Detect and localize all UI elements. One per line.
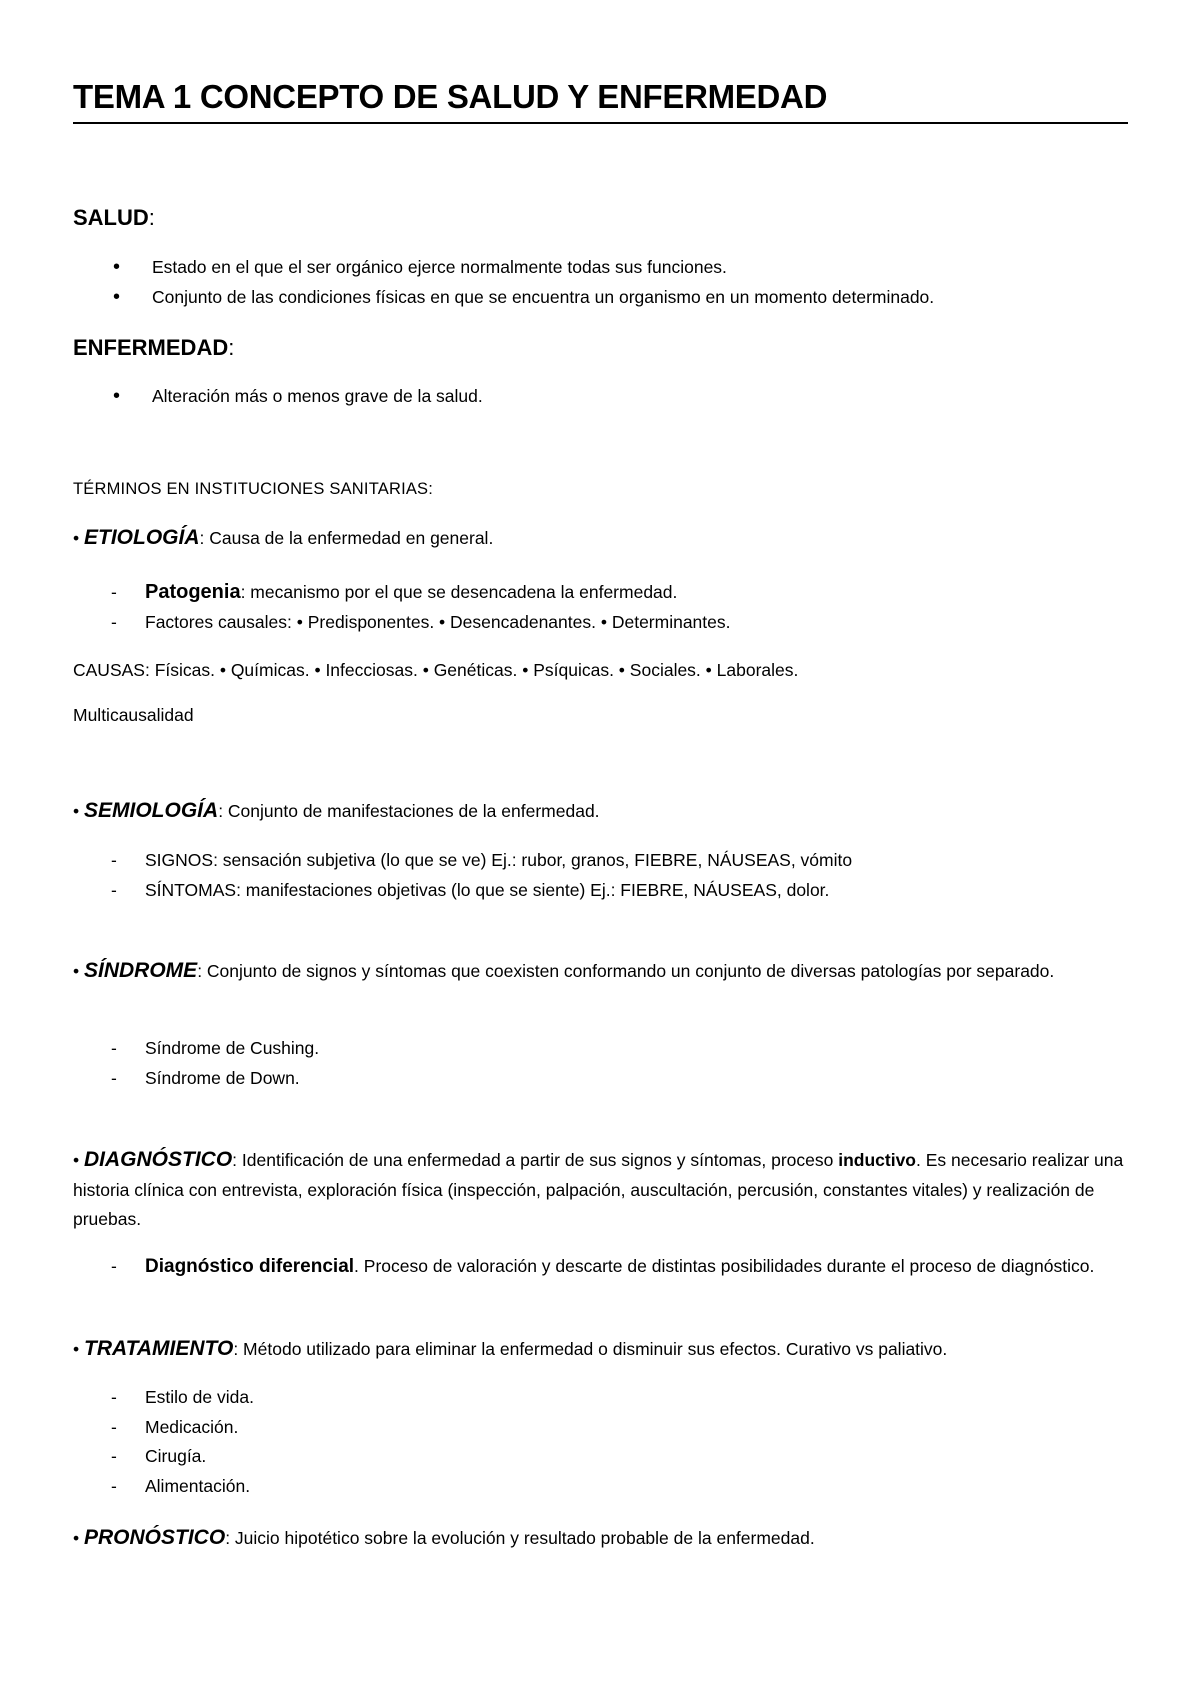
inductivo-word: inductivo <box>838 1150 916 1170</box>
etiologia-sublist <box>73 578 1128 637</box>
bullet-icon: • <box>113 256 121 278</box>
etiologia-entry: • ETIOLOGÍA: Causa de la enfermedad en general. <box>73 526 494 549</box>
diagnostico-term: DIAGNÓSTICO <box>84 1148 233 1171</box>
multicausalidad-line: Multicausalidad <box>73 705 194 725</box>
list-item: • Conjunto de las condiciones físicas en que se encuentra un organismo en un momento determinado. <box>73 283 1128 313</box>
list-item: - Medicación. <box>111 1416 239 1437</box>
list-item: - Diagnóstico diferencial. Proceso de valoración y descarte de distintas posibilidades durante el proceso de diagnóstico. <box>111 1256 1095 1277</box>
sindrome-term: SÍNDROME <box>84 959 198 982</box>
list-item: - Patogenia: mecanismo por el que se desencadena la enfermedad. <box>111 581 678 603</box>
bullet-icon: • <box>113 385 121 407</box>
causas-line: CAUSAS: Físicas. • Químicas. • Infecciosas. • Genéticas. • Psíquicas. • Sociales. • Laborales. <box>73 660 799 680</box>
pronostico-definition: : Juicio hipotético sobre la evolución y resultado probable de la enfermedad. <box>225 1528 815 1548</box>
list-item: • Alteración más o menos grave de la salud. <box>73 382 1128 412</box>
etiologia-definition: : Causa de la enfermedad en general. <box>199 528 494 548</box>
tratamiento-entry: • TRATAMIENTO: Método utilizado para eliminar la enfermedad o disminuir sus efectos. Curativo vs paliativo. <box>73 1337 948 1360</box>
diagnostico-diferencial-term: Diagnóstico diferencial <box>145 1256 355 1277</box>
salud-list <box>73 253 1128 312</box>
sindrome-definition: : Conjunto de signos y síntomas que coexisten conformando un conjunto de diversas patologías por separado. <box>197 961 1055 981</box>
enfermedad-heading: ENFERMEDAD: <box>73 335 235 360</box>
list-item: - SIGNOS: sensación subjetiva (lo que se ve) Ej.: rubor, granos, FIEBRE, NÁUSEAS, vómito <box>111 850 853 870</box>
list-item: - Síndrome de Cushing. <box>111 1038 320 1058</box>
list-item: • Estado en el que el ser orgánico ejerce normalmente todas sus funciones. <box>73 253 1128 283</box>
tratamiento-definition: : Método utilizado para eliminar la enfermedad o disminuir sus efectos. Curativo vs paliativo. <box>233 1339 948 1359</box>
semiologia-sublist <box>73 846 1128 905</box>
sindrome-entry: • SÍNDROME: Conjunto de signos y síntomas que coexisten conformando un conjunto de diversas patologías por separado. <box>73 959 1055 982</box>
list-item: - Síndrome de Down. <box>111 1067 300 1088</box>
semiologia-entry: • SEMIOLOGÍA: Conjunto de manifestaciones de la enfermedad. <box>73 799 600 822</box>
tratamiento-term: TRATAMIENTO <box>84 1337 234 1360</box>
list-item: - Alimentación. <box>111 1475 251 1496</box>
etiologia-term: ETIOLOGÍA <box>84 526 200 549</box>
pronostico-entry: • PRONÓSTICO: Juicio hipotético sobre la evolución y resultado probable de la enfermedad. <box>73 1526 815 1549</box>
diagnostico-sublist <box>73 1252 1128 1282</box>
list-item: - SÍNTOMAS: manifestaciones objetivas (lo que se siente) Ej.: FIEBRE, NÁUSEAS, dolor. <box>111 879 830 900</box>
salud-heading-text: SALUD <box>73 205 149 230</box>
list-item: - Estilo de vida. <box>111 1387 254 1407</box>
semiologia-definition: : Conjunto de manifestaciones de la enfermedad. <box>218 801 600 821</box>
tratamiento-sublist <box>73 1383 1128 1501</box>
list-item: - Factores causales: • Predisponentes. • Desencadenantes. • Determinantes. <box>111 611 731 632</box>
enfermedad-list <box>73 382 1128 412</box>
semiologia-term: SEMIOLOGÍA <box>84 799 219 822</box>
bullet-icon: • <box>113 285 121 308</box>
pronostico-term: PRONÓSTICO <box>84 1526 226 1549</box>
sindrome-sublist <box>73 1034 1128 1093</box>
enfermedad-heading-text: ENFERMEDAD <box>73 335 229 360</box>
patogenia-term: Patogenia <box>145 581 241 603</box>
salud-heading: SALUD: <box>73 205 155 230</box>
diagnostico-entry: • DIAGNÓSTICO: Identificación de una enfermedad a partir de sus signos y síntomas, proceso inductivo. Es necesario realizar una historia clínica con entrevista, exploración física (inspección, palpación, auscultación, percusión, constantes vitales) y realización de pruebas. <box>73 1148 1124 1229</box>
list-item: - Cirugía. <box>111 1446 207 1466</box>
terminos-label: TÉRMINOS EN INSTITUCIONES SANITARIAS: <box>73 480 434 498</box>
page-title: TEMA 1 CONCEPTO DE SALUD Y ENFERMEDAD <box>73 78 1128 124</box>
